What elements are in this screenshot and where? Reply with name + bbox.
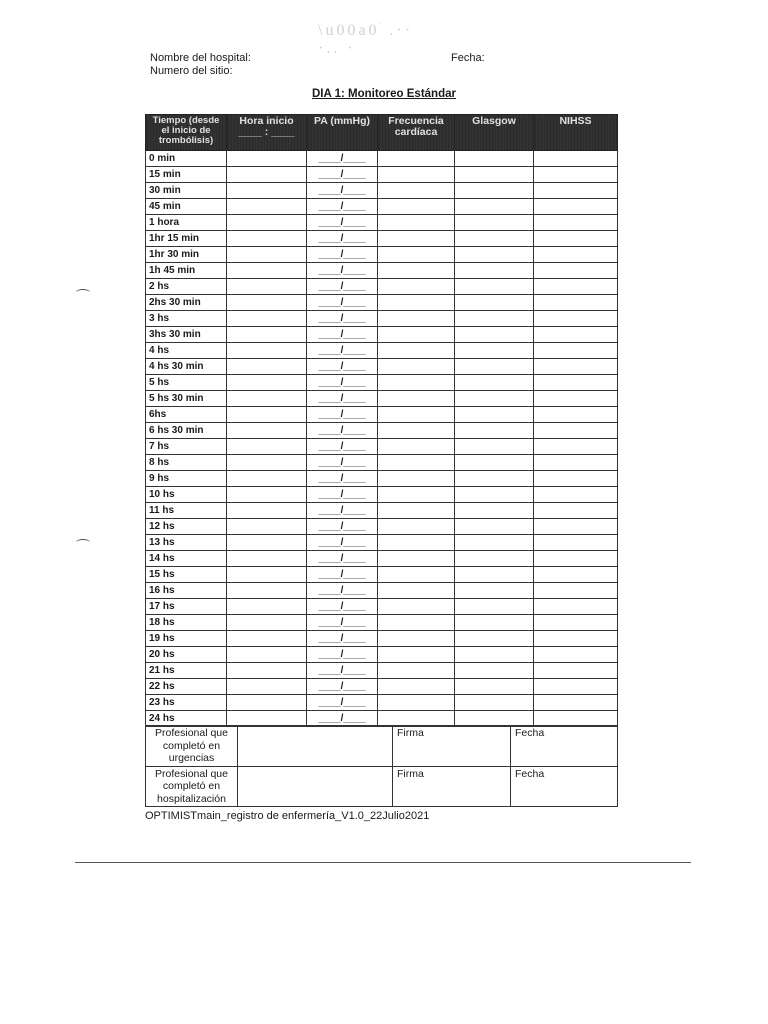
heart-rate-cell[interactable] (378, 535, 455, 551)
nihss-cell[interactable] (534, 167, 618, 183)
start-time-cell[interactable] (227, 551, 307, 567)
time-cell: 1h 45 min (146, 263, 227, 279)
heart-rate-cell[interactable] (378, 583, 455, 599)
hole-punch-mark (76, 289, 90, 296)
nihss-cell[interactable] (534, 263, 618, 279)
nihss-cell[interactable] (534, 279, 618, 295)
nihss-cell[interactable] (534, 327, 618, 343)
start-time-cell[interactable] (227, 199, 307, 215)
heart-rate-cell[interactable] (378, 647, 455, 663)
table-row (146, 567, 618, 583)
nihss-cell[interactable] (534, 567, 618, 583)
time-cell: 5 hs (146, 375, 227, 391)
start-time-cell[interactable] (227, 423, 307, 439)
time-cell: 4 hs 30 min (146, 359, 227, 375)
hospital-logo: \u00a0ׁ .·· ·.. · · · · · · · · · · · · · · · (318, 22, 414, 64)
glasgow-cell[interactable] (455, 535, 534, 551)
start-time-cell[interactable] (227, 151, 307, 167)
heart-rate-cell[interactable] (378, 471, 455, 487)
nihss-cell[interactable] (534, 423, 618, 439)
heart-rate-cell[interactable] (378, 167, 455, 183)
glasgow-cell[interactable] (455, 343, 534, 359)
glasgow-cell[interactable] (455, 583, 534, 599)
blood-pressure-cell[interactable]: ____/____ (307, 583, 378, 599)
glasgow-cell[interactable] (455, 455, 534, 471)
firma-field[interactable]: Firma (393, 766, 511, 807)
site-number-label: Numero del sitio: (150, 65, 233, 77)
start-time-cell[interactable] (227, 295, 307, 311)
glasgow-cell[interactable] (455, 183, 534, 199)
nihss-cell[interactable] (534, 311, 618, 327)
time-cell: 1 hora (146, 215, 227, 231)
heart-rate-cell[interactable] (378, 519, 455, 535)
signature-name-field[interactable] (238, 766, 393, 807)
blood-pressure-cell[interactable]: ____/____ (307, 231, 378, 247)
start-time-cell[interactable] (227, 455, 307, 471)
blood-pressure-cell[interactable]: ____/____ (307, 407, 378, 423)
heart-rate-cell[interactable] (378, 439, 455, 455)
start-time-cell[interactable] (227, 647, 307, 663)
glasgow-cell[interactable] (455, 487, 534, 503)
nihss-cell[interactable] (534, 151, 618, 167)
blood-pressure-cell[interactable]: ____/____ (307, 151, 378, 167)
blood-pressure-cell[interactable]: ____/____ (307, 615, 378, 631)
heart-rate-cell[interactable] (378, 199, 455, 215)
table-row (146, 615, 618, 631)
heart-rate-cell[interactable] (378, 311, 455, 327)
time-cell: 0 min (146, 151, 227, 167)
glasgow-cell[interactable] (455, 215, 534, 231)
col-heart-rate: Frecuencia cardíaca (378, 115, 455, 151)
time-cell: 24 hs (146, 711, 227, 727)
firma-field[interactable]: Firma (393, 726, 511, 767)
glasgow-cell[interactable] (455, 359, 534, 375)
blood-pressure-cell[interactable]: ____/____ (307, 263, 378, 279)
glasgow-cell[interactable] (455, 231, 534, 247)
glasgow-cell[interactable] (455, 567, 534, 583)
start-time-cell[interactable] (227, 311, 307, 327)
start-time-cell[interactable] (227, 471, 307, 487)
time-cell: 22 hs (146, 679, 227, 695)
table-row (146, 231, 618, 247)
blood-pressure-cell[interactable]: ____/____ (307, 311, 378, 327)
glasgow-cell[interactable] (455, 519, 534, 535)
time-cell: 4 hs (146, 343, 227, 359)
signature-row-hospitalizacion (146, 766, 618, 807)
signature-label: Profesional que completó en hospitalización (146, 766, 238, 807)
time-cell: 18 hs (146, 615, 227, 631)
time-cell: 11 hs (146, 503, 227, 519)
time-cell: 9 hs (146, 471, 227, 487)
nihss-cell[interactable] (534, 647, 618, 663)
blood-pressure-cell[interactable]: ____/____ (307, 471, 378, 487)
start-time-cell[interactable] (227, 343, 307, 359)
blood-pressure-cell[interactable]: ____/____ (307, 391, 378, 407)
col-glasgow: Glasgow (455, 115, 534, 151)
start-time-cell[interactable] (227, 439, 307, 455)
fecha-field[interactable]: Fecha (511, 766, 618, 807)
blood-pressure-cell[interactable]: ____/____ (307, 711, 378, 727)
blood-pressure-cell[interactable]: ____/____ (307, 199, 378, 215)
start-time-cell[interactable] (227, 407, 307, 423)
nihss-cell[interactable] (534, 375, 618, 391)
heart-rate-cell[interactable] (378, 599, 455, 615)
table-row (146, 679, 618, 695)
glasgow-cell[interactable] (455, 439, 534, 455)
nihss-cell[interactable] (534, 407, 618, 423)
nihss-cell[interactable] (534, 535, 618, 551)
time-cell: 1hr 15 min (146, 231, 227, 247)
time-cell: 12 hs (146, 519, 227, 535)
date-label: Fecha: (451, 52, 485, 64)
blood-pressure-cell[interactable]: ____/____ (307, 695, 378, 711)
glasgow-cell[interactable] (455, 679, 534, 695)
start-time-cell[interactable] (227, 263, 307, 279)
time-cell: 8 hs (146, 455, 227, 471)
heart-rate-cell[interactable] (378, 487, 455, 503)
start-time-cell[interactable] (227, 567, 307, 583)
glasgow-cell[interactable] (455, 391, 534, 407)
blood-pressure-cell[interactable]: ____/____ (307, 455, 378, 471)
heart-rate-cell[interactable] (378, 423, 455, 439)
time-cell: 15 hs (146, 567, 227, 583)
table-row (146, 663, 618, 679)
blood-pressure-cell[interactable]: ____/____ (307, 295, 378, 311)
heart-rate-cell[interactable] (378, 663, 455, 679)
glasgow-cell[interactable] (455, 695, 534, 711)
start-time-cell[interactable] (227, 359, 307, 375)
nihss-cell[interactable] (534, 231, 618, 247)
time-cell: 5 hs 30 min (146, 391, 227, 407)
heart-rate-cell[interactable] (378, 567, 455, 583)
blood-pressure-cell[interactable]: ____/____ (307, 519, 378, 535)
table-row (146, 151, 618, 167)
nihss-cell[interactable] (534, 503, 618, 519)
nihss-cell[interactable] (534, 487, 618, 503)
nihss-cell[interactable] (534, 551, 618, 567)
table-row (146, 247, 618, 263)
nihss-cell[interactable] (534, 519, 618, 535)
col-blood-pressure: PA (mmHg) (307, 115, 378, 151)
nihss-cell[interactable] (534, 695, 618, 711)
heart-rate-cell[interactable] (378, 231, 455, 247)
table-row (146, 631, 618, 647)
glasgow-cell[interactable] (455, 295, 534, 311)
time-cell: 2hs 30 min (146, 295, 227, 311)
table-row (146, 359, 618, 375)
heart-rate-cell[interactable] (378, 327, 455, 343)
blood-pressure-cell[interactable]: ____/____ (307, 631, 378, 647)
signature-row-urgencias (146, 726, 618, 767)
time-cell: 16 hs (146, 583, 227, 599)
table-row (146, 375, 618, 391)
heart-rate-cell[interactable] (378, 247, 455, 263)
nihss-cell[interactable] (534, 439, 618, 455)
start-time-cell[interactable] (227, 279, 307, 295)
blood-pressure-cell[interactable]: ____/____ (307, 423, 378, 439)
heart-rate-cell[interactable] (378, 359, 455, 375)
start-time-cell[interactable] (227, 167, 307, 183)
glasgow-cell[interactable] (455, 311, 534, 327)
glasgow-cell[interactable] (455, 263, 534, 279)
nihss-cell[interactable] (534, 631, 618, 647)
time-cell: 6 hs 30 min (146, 423, 227, 439)
heart-rate-cell[interactable] (378, 295, 455, 311)
time-cell: 6hs (146, 407, 227, 423)
blood-pressure-cell[interactable]: ____/____ (307, 279, 378, 295)
start-time-cell[interactable] (227, 215, 307, 231)
glasgow-cell[interactable] (455, 279, 534, 295)
nihss-cell[interactable] (534, 199, 618, 215)
time-cell: 14 hs (146, 551, 227, 567)
table-row (146, 519, 618, 535)
start-time-cell[interactable] (227, 327, 307, 343)
table-row (146, 695, 618, 711)
time-cell: 2 hs (146, 279, 227, 295)
nihss-cell[interactable] (534, 583, 618, 599)
monitoring-table (145, 114, 618, 727)
table-row (146, 295, 618, 311)
heart-rate-cell[interactable] (378, 343, 455, 359)
nihss-cell[interactable] (534, 615, 618, 631)
start-time-cell[interactable] (227, 583, 307, 599)
table-row (146, 583, 618, 599)
blood-pressure-cell[interactable]: ____/____ (307, 359, 378, 375)
nihss-cell[interactable] (534, 359, 618, 375)
heart-rate-cell[interactable] (378, 679, 455, 695)
start-time-cell[interactable] (227, 679, 307, 695)
nihss-cell[interactable] (534, 455, 618, 471)
time-cell: 21 hs (146, 663, 227, 679)
heart-rate-cell[interactable] (378, 263, 455, 279)
hole-punch-mark (76, 539, 90, 546)
heart-rate-cell[interactable] (378, 183, 455, 199)
table-row (146, 487, 618, 503)
heart-rate-cell[interactable] (378, 407, 455, 423)
glasgow-cell[interactable] (455, 647, 534, 663)
nihss-cell[interactable] (534, 471, 618, 487)
time-cell: 10 hs (146, 487, 227, 503)
time-cell: 13 hs (146, 535, 227, 551)
table-row (146, 215, 618, 231)
start-time-cell[interactable] (227, 599, 307, 615)
time-cell: 45 min (146, 199, 227, 215)
nihss-cell[interactable] (534, 295, 618, 311)
glasgow-cell[interactable] (455, 423, 534, 439)
time-cell: 3hs 30 min (146, 327, 227, 343)
heart-rate-cell[interactable] (378, 375, 455, 391)
blood-pressure-cell[interactable]: ____/____ (307, 375, 378, 391)
table-row (146, 599, 618, 615)
table-row (146, 503, 618, 519)
heart-rate-cell[interactable] (378, 279, 455, 295)
table-row (146, 407, 618, 423)
time-cell: 20 hs (146, 647, 227, 663)
glasgow-cell[interactable] (455, 663, 534, 679)
start-time-cell[interactable] (227, 631, 307, 647)
glasgow-cell[interactable] (455, 247, 534, 263)
start-time-cell[interactable] (227, 183, 307, 199)
time-cell: 19 hs (146, 631, 227, 647)
heart-rate-cell[interactable] (378, 615, 455, 631)
col-start-time: Hora inicio ____ : ____ (227, 115, 307, 151)
table-row (146, 183, 618, 199)
start-time-cell[interactable] (227, 375, 307, 391)
nihss-cell[interactable] (534, 247, 618, 263)
time-cell: 15 min (146, 167, 227, 183)
heart-rate-cell[interactable] (378, 631, 455, 647)
heart-rate-cell[interactable] (378, 391, 455, 407)
start-time-cell[interactable] (227, 231, 307, 247)
blood-pressure-cell[interactable]: ____/____ (307, 679, 378, 695)
heart-rate-cell[interactable] (378, 503, 455, 519)
time-cell: 1hr 30 min (146, 247, 227, 263)
blood-pressure-cell[interactable]: ____/____ (307, 327, 378, 343)
nihss-cell[interactable] (534, 599, 618, 615)
table-row (146, 535, 618, 551)
time-cell: 23 hs (146, 695, 227, 711)
glasgow-cell[interactable] (455, 199, 534, 215)
start-time-cell[interactable] (227, 695, 307, 711)
table-row (146, 391, 618, 407)
nihss-cell[interactable] (534, 215, 618, 231)
heart-rate-cell[interactable] (378, 695, 455, 711)
start-time-cell[interactable] (227, 519, 307, 535)
table-row (146, 423, 618, 439)
blood-pressure-cell[interactable]: ____/____ (307, 343, 378, 359)
blood-pressure-cell[interactable]: ____/____ (307, 663, 378, 679)
table-row (146, 471, 618, 487)
blood-pressure-cell[interactable]: ____/____ (307, 503, 378, 519)
blood-pressure-cell[interactable]: ____/____ (307, 167, 378, 183)
time-cell: 17 hs (146, 599, 227, 615)
time-cell: 7 hs (146, 439, 227, 455)
signature-name-field[interactable] (238, 726, 393, 767)
blood-pressure-cell[interactable]: ____/____ (307, 247, 378, 263)
nihss-cell[interactable] (534, 183, 618, 199)
table-header-row (146, 115, 618, 151)
start-time-cell[interactable] (227, 503, 307, 519)
table-row (146, 551, 618, 567)
start-time-cell[interactable] (227, 487, 307, 503)
table-row (146, 279, 618, 295)
fecha-field[interactable]: Fecha (511, 726, 618, 767)
table-row (146, 343, 618, 359)
glasgow-cell[interactable] (455, 503, 534, 519)
glasgow-cell[interactable] (455, 631, 534, 647)
start-time-cell[interactable] (227, 247, 307, 263)
blood-pressure-cell[interactable]: ____/____ (307, 183, 378, 199)
time-cell: 3 hs (146, 311, 227, 327)
col-time: Tiempo (desde el inicio de trombólisis) (146, 115, 227, 151)
table-row (146, 327, 618, 343)
blood-pressure-cell[interactable]: ____/____ (307, 599, 378, 615)
start-time-cell[interactable] (227, 615, 307, 631)
col-nihss: NIHSS (534, 115, 618, 151)
signature-label: Profesional que completó en urgencias (146, 726, 238, 767)
hospital-name-label: Nombre del hospital: (150, 52, 251, 64)
start-time-cell[interactable] (227, 663, 307, 679)
document-footer: OPTIMISTmain_registro de enfermería_V1.0_22Julio2021 (145, 810, 430, 822)
table-row (146, 647, 618, 663)
glasgow-cell[interactable] (455, 375, 534, 391)
blood-pressure-cell[interactable]: ____/____ (307, 215, 378, 231)
blood-pressure-cell[interactable]: ____/____ (307, 487, 378, 503)
table-row (146, 311, 618, 327)
blood-pressure-cell[interactable]: ____/____ (307, 567, 378, 583)
heart-rate-cell[interactable] (378, 151, 455, 167)
table-row (146, 263, 618, 279)
page-title: DIA 1: Monitoreo Estándar (312, 88, 456, 100)
horizontal-rule (75, 862, 691, 863)
signature-table (145, 725, 618, 807)
heart-rate-cell[interactable] (378, 455, 455, 471)
table-row (146, 199, 618, 215)
start-time-cell[interactable] (227, 391, 307, 407)
nihss-cell[interactable] (534, 679, 618, 695)
table-row (146, 167, 618, 183)
blood-pressure-cell[interactable]: ____/____ (307, 647, 378, 663)
glasgow-cell[interactable] (455, 167, 534, 183)
table-row (146, 439, 618, 455)
glasgow-cell[interactable] (455, 407, 534, 423)
glasgow-cell[interactable] (455, 599, 534, 615)
heart-rate-cell[interactable] (378, 551, 455, 567)
start-time-cell[interactable] (227, 535, 307, 551)
nihss-cell[interactable] (534, 391, 618, 407)
table-row (146, 455, 618, 471)
glasgow-cell[interactable] (455, 327, 534, 343)
heart-rate-cell[interactable] (378, 215, 455, 231)
blood-pressure-cell[interactable]: ____/____ (307, 551, 378, 567)
blood-pressure-cell[interactable]: ____/____ (307, 439, 378, 455)
nihss-cell[interactable] (534, 343, 618, 359)
time-cell: 30 min (146, 183, 227, 199)
nihss-cell[interactable] (534, 663, 618, 679)
glasgow-cell[interactable] (455, 471, 534, 487)
blood-pressure-cell[interactable]: ____/____ (307, 535, 378, 551)
glasgow-cell[interactable] (455, 615, 534, 631)
glasgow-cell[interactable] (455, 151, 534, 167)
glasgow-cell[interactable] (455, 551, 534, 567)
